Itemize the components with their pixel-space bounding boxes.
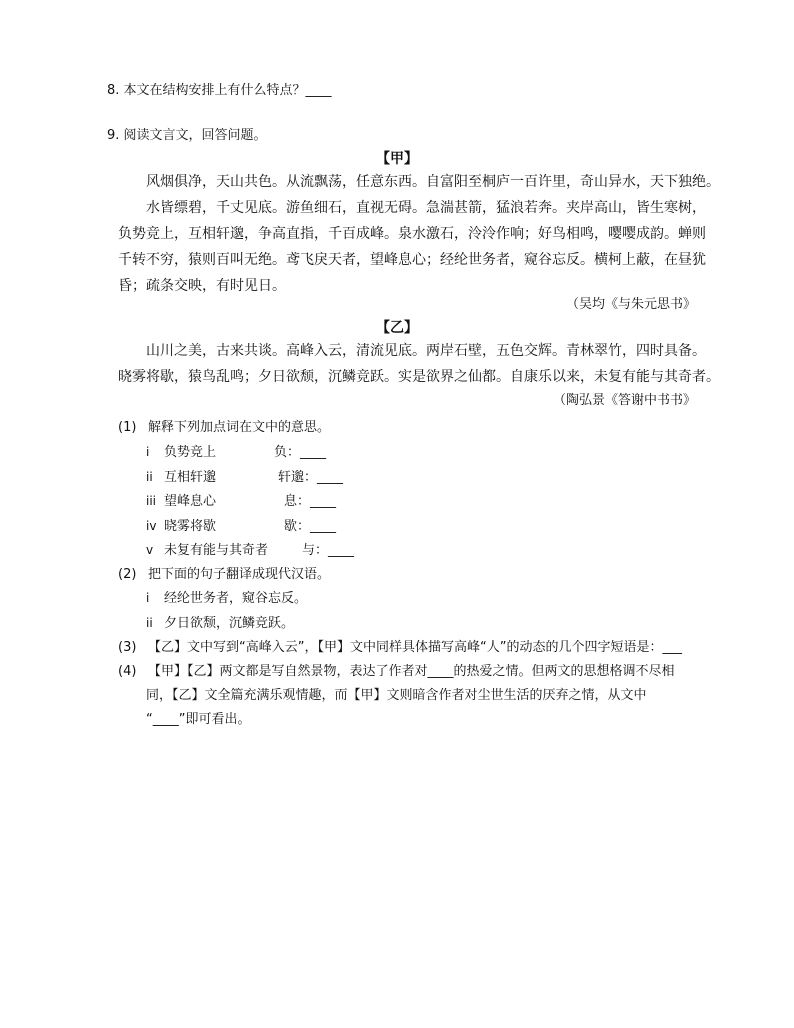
item-numeral: i [146, 445, 150, 459]
vocab-phrase: 望峰息心 [164, 494, 217, 509]
passage-jia-text [118, 169, 720, 299]
item-numeral: iii [146, 494, 157, 508]
vocab-phrase: 互相轩邈 [164, 470, 217, 485]
sub-question-text: 解释下列加点词在文中的意思。 [148, 420, 331, 435]
vocab-phrase: 晓雾将歇 [164, 519, 217, 534]
sub-question-4-continuation: “____”即可看出。 [146, 712, 251, 727]
vocab-item [146, 490, 336, 509]
passage-yi-line: 晓雾将歇，猿鸟乱鸣；夕日欲颓，沉鳞竞跃。实是欲界之仙都。自康乐以来，未复有能与其奇者。 [118, 369, 720, 385]
sub-question-1 [118, 416, 330, 435]
passage-jia-line: 负势竞上，互相轩邈，争高直指，千百成峰。泉水激石，泠泠作响；好鸟相鸣，嘤嘤成韵。蝉则 [118, 226, 706, 242]
sub-question-number: (3) [118, 640, 137, 655]
item-numeral: ii [146, 470, 153, 484]
vocab-item [146, 515, 336, 534]
translate-sentence: 经纶世务者，窥谷忘反。 [164, 591, 308, 606]
sub-question-4 [118, 660, 675, 679]
passage-yi-heading: 【乙】 [376, 320, 418, 336]
passage-yi-source: （陶弘景《答谢中书书》 [552, 393, 696, 408]
sub-question-text: 【甲】【乙】两文都是写自然景物，表达了作者对____的热爱之情。但两文的思想格调不尽相 [148, 664, 675, 679]
sub-question-2 [118, 563, 330, 582]
vocab-item [146, 441, 326, 460]
translate-item [146, 612, 294, 631]
sub-question-text: 【乙】文中写到“高峰入云”，【甲】文中同样具体描写高峰“人”的动态的几个四字短语是：___ [148, 640, 682, 655]
vocab-answer-blank[interactable]: 负：____ [274, 445, 327, 460]
item-numeral: v [146, 543, 154, 557]
sub-question-text: 把下面的句子翻译成现代汉语。 [148, 567, 331, 582]
vocab-answer-blank[interactable]: 歇：____ [284, 519, 337, 534]
sub-question-3 [118, 636, 682, 655]
item-numeral: ii [146, 616, 153, 630]
vocab-answer-blank[interactable]: 轩邈：____ [278, 470, 344, 485]
passage-yi-line: 山川之美，古来共谈。高峰入云，清流见底。两岸石壁，五色交辉。青林翠竹，四时具备。 [146, 343, 706, 359]
sub-question-number: (1) [118, 420, 137, 435]
sub-question-4-continuation: 同，【乙】文全篇充满乐观情趣，而【甲】文则暗含作者对尘世生活的厌弃之情，从文中 [146, 688, 647, 703]
vocab-phrase: 未复有能与其奇者 [164, 543, 269, 558]
sub-question-number: (2) [118, 567, 137, 582]
vocab-answer-blank[interactable]: 息：____ [284, 494, 337, 509]
translate-sentence: 夕日欲颓，沉鳞竞跃。 [164, 616, 295, 631]
passage-yi-text [118, 338, 720, 390]
passage-jia-source: （吴均《与朱元思书》 [565, 297, 696, 312]
passage-jia-line: 千转不穷，猿则百叫无绝。鸢飞戾天者，望峰息心；经纶世务者，窥谷忘反。横柯上蔽，在昼犹 [118, 252, 706, 268]
vocab-phrase: 负势竞上 [164, 445, 217, 460]
item-numeral: i [146, 591, 150, 605]
question-8: 8. 本文在结构安排上有什么特点？____ [107, 83, 332, 98]
vocab-item [146, 539, 354, 558]
translate-item [146, 587, 307, 606]
passage-jia-line: 昏；疏条交映，有时见日。 [118, 278, 286, 294]
item-numeral: iv [146, 519, 157, 533]
sub-question-number: (4) [118, 664, 137, 679]
vocab-item [146, 466, 343, 485]
vocab-answer-blank[interactable]: 与：____ [302, 543, 355, 558]
passage-jia-heading: 【甲】 [376, 151, 418, 167]
passage-jia-line: 风烟俱净，天山共色。从流飘荡，任意东西。自富阳至桐庐一百许里，奇山异水，天下独绝。 [146, 174, 720, 190]
passage-jia-line: 水皆缥碧，千丈见底。游鱼细石，直视无碍。急湍甚箭，猛浪若奔。夹岸高山，皆生寒树， [146, 200, 706, 216]
question-9: 9. 阅读文言文，回答问题。 [107, 128, 267, 143]
